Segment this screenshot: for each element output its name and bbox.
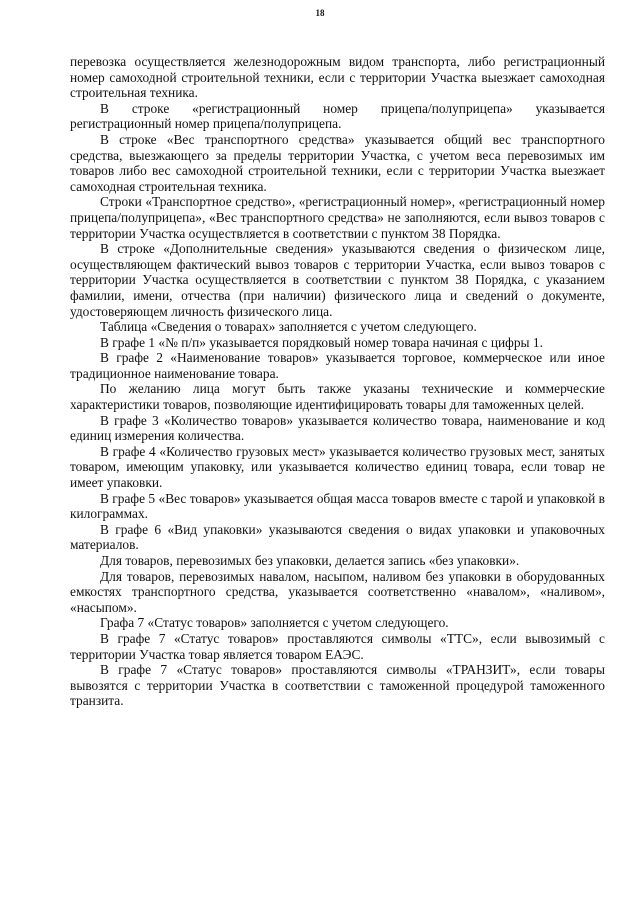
paragraph: В графе 4 «Количество грузовых мест» указывается количество грузовых мест, занятых товаром, имеющим упаковку, или указывается количество единиц товара, если товар не имеет упаковки.: [70, 443, 605, 491]
paragraph: В графе 6 «Вид упаковки» указываются сведения о видах упаковки и упаковочных материалов.: [70, 521, 605, 553]
paragraph: В графе 2 «Наименование товаров» указывается торговое, коммерческое или иное традиционное наименование товара.: [70, 350, 605, 381]
document-body: [70, 54, 605, 709]
paragraph: Графа 7 «Статус товаров» заполняется с учетом следующего.: [100, 615, 449, 631]
paragraph: В графе 7 «Статус товаров» проставляются символы «ТТС», если вывозимый с территории Участка товар является товаром ЕАЭС.: [70, 630, 605, 662]
paragraph: В графе 7 «Статус товаров» проставляются символы «ТРАНЗИТ», если товары вывозятся с территории Участка в соответствии с таможенной процедурой таможенного транзита.: [70, 662, 605, 709]
paragraph: В графе 3 «Количество товаров» указывается количество товара, наименование и код единиц измерения количества.: [70, 412, 605, 444]
paragraph: В строке «регистрационный номер прицепа/полуприцепа» указывается регистрационный номер прицепа/полуприцепа.: [70, 100, 605, 132]
paragraph: Для товаров, перевозимых без упаковки, делается запись «без упаковки».: [100, 553, 520, 568]
paragraph: Таблица «Сведения о товарах» заполняется с учетом следующего.: [100, 319, 477, 335]
paragraph: В строке «Дополнительные сведения» указываются сведения о физическом лице, осуществляющем фактический вывоз товаров с территории Участка, если вывоз товаров с территории Участка осуществляется в соответствии с пунктом 38 Порядка, с указанием фамилии, имени, отчества (при наличии) физического лица и сведений о документе, удостоверяющем личность физического лица.: [70, 241, 605, 319]
paragraph: По желанию лица могут быть также указаны технические и коммерческие характеристики товаров, позволяющие идентифицировать товары для таможенных целей.: [70, 381, 605, 413]
paragraph: Строки «Транспортное средство», «регистрационный номер», «регистрационный номер прицепа/полуприцепа», «Вес транспортного средства» не заполняются, если вывоз товаров с территории Участка осуществляется в соответствии с пунктом 38 Порядка.: [70, 194, 605, 241]
paragraph: Для товаров, перевозимых навалом, насыпом, наливом без упаковки в оборудованных емкостях транспортного средства, указывается соответственно «навалом», «наливом», «насыпом».: [70, 568, 605, 615]
paragraph: В строке «Вес транспортного средства» указывается общий вес транспортного средства, выезжающего за пределы территории Участка, с учетом веса перевозимых им товаров либо вес самоходной строительной техники, если с территории Участка выезжает самоходная строительная техника.: [70, 131, 605, 194]
paragraph: перевозка осуществляется железнодорожным видом транспорта, либо регистрационный номер самоходной строительной техники, если с территории Участка выезжает самоходная строительная техника.: [70, 54, 605, 101]
paragraph: В графе 1 «№ п/п» указывается порядковый номер товара начиная с цифры 1.: [100, 334, 543, 350]
page-number: 18: [315, 8, 325, 18]
paragraph: В графе 5 «Вес товаров» указывается общая масса товаров вместе с тарой и упаковкой в килограммах.: [70, 490, 605, 522]
